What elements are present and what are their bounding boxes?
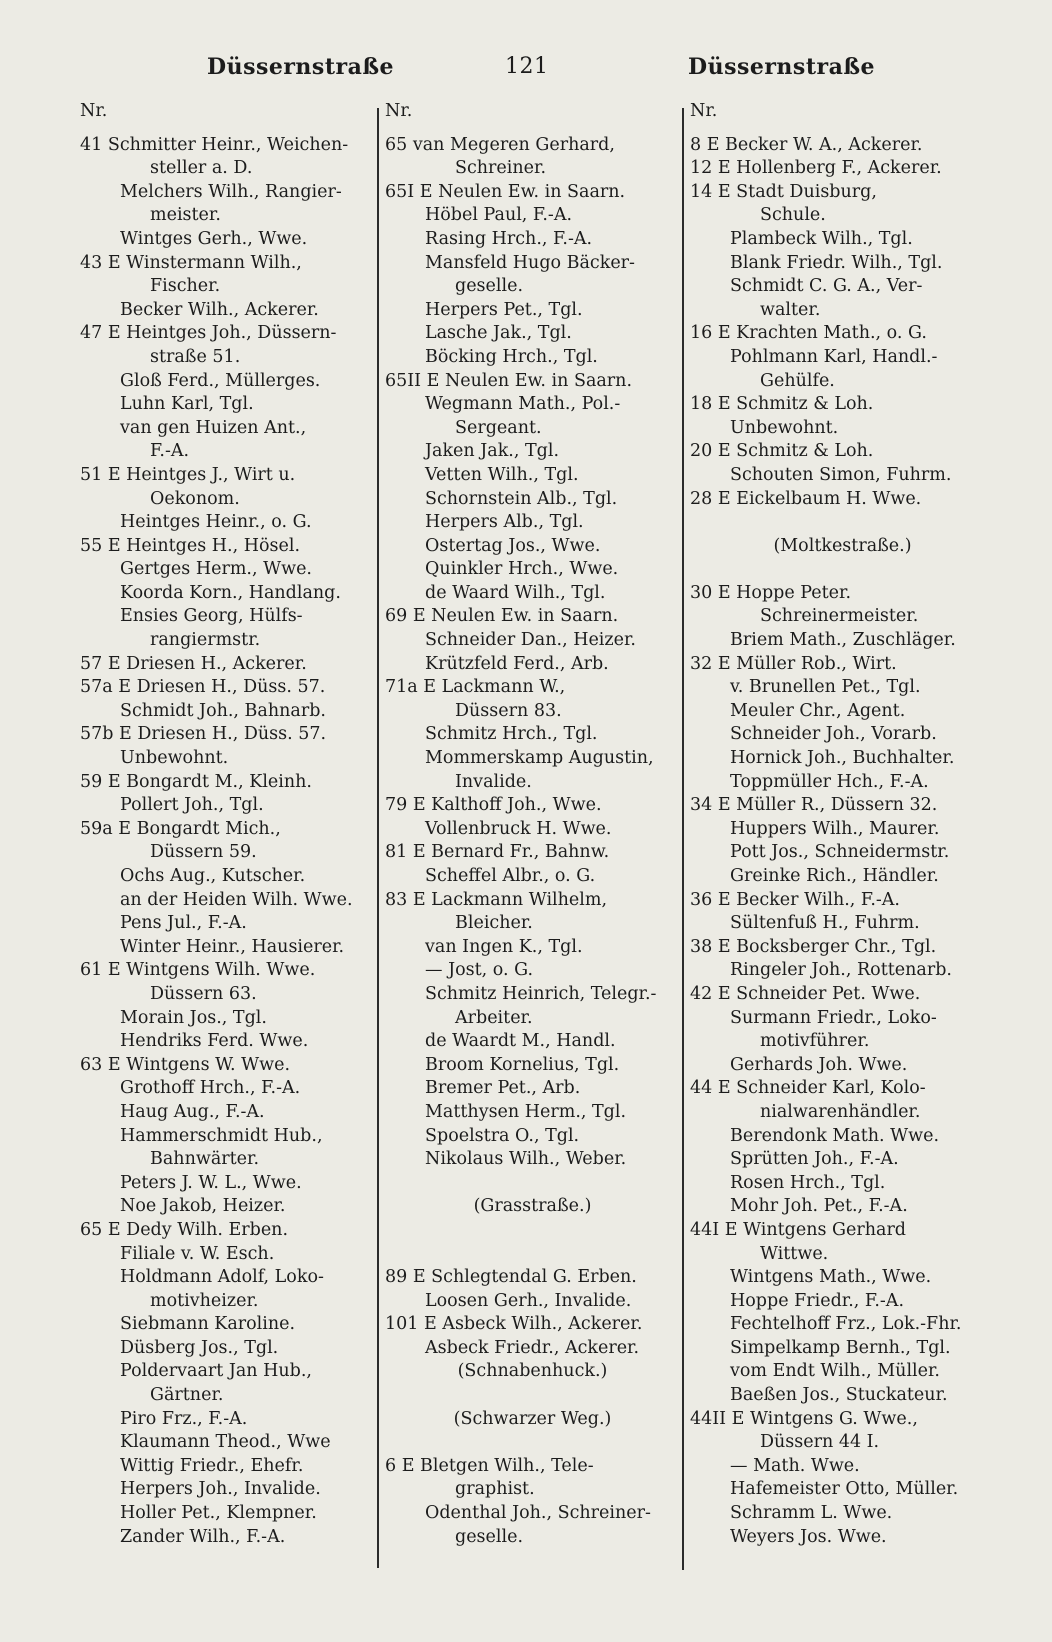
directory-line: rangiermstr.	[150, 630, 261, 651]
directory-line: Schouten Simon, Fuhrm.	[730, 464, 952, 485]
directory-line: Gerhards Joh. Wwe.	[730, 1054, 908, 1075]
directory-line: Hendriks Ferd. Wwe.	[120, 1031, 309, 1052]
directory-line: Baeßen Jos., Stuckateur.	[730, 1385, 948, 1406]
directory-line: Simpelkamp Bernh., Tgl.	[730, 1337, 951, 1358]
directory-line: Scheffel Albr., o. G.	[425, 866, 596, 886]
directory-line: Holler Pet., Klempner.	[120, 1503, 317, 1524]
directory-line: Ostertag Jos., Wwe.	[425, 535, 601, 556]
directory-line: Schmitz Hrch., Tgl.	[425, 724, 598, 745]
directory-line	[385, 1243, 680, 1267]
directory-line: (Schnabenhuck.)	[457, 1361, 608, 1382]
directory-line: 55 E Heintges H., Hösel.	[80, 535, 301, 556]
directory-line: 57 E Driesen H., Ackerer.	[80, 653, 307, 674]
directory-line: 34 E Müller R., Düssern 32.	[690, 795, 938, 816]
directory-line: Becker Wilh., Ackerer.	[120, 299, 319, 320]
directory-line: Zander Wilh., F.-A.	[120, 1526, 286, 1547]
directory-line: Blank Friedr. Wilh., Tgl.	[730, 252, 943, 273]
directory-line: Heintges Heinr., o. G.	[120, 512, 312, 533]
directory-line: Bahnwärter.	[150, 1149, 260, 1170]
directory-line: 69 E Neulen Ew. in Saarn.	[385, 606, 619, 627]
directory-line: Schneider Dan., Heizer.	[425, 630, 636, 651]
directory-line: Luhn Karl, Tgl.	[120, 394, 254, 415]
directory-line: Holdmann Adolf, Loko-	[120, 1267, 324, 1288]
directory-line	[385, 1384, 680, 1408]
directory-line: Schmidt Joh., Bahnarb.	[120, 700, 326, 721]
directory-line: 65II E Neulen Ew. in Saarn.	[385, 370, 633, 391]
directory-line: Grothoff Hrch., F.-A.	[120, 1078, 301, 1099]
directory-line: Sültenfuß H., Fuhrm.	[730, 913, 920, 934]
column-2	[385, 100, 680, 1549]
directory-line: Jaken Jak., Tgl.	[425, 441, 560, 462]
directory-line: Mommerskamp Augustin,	[425, 748, 654, 769]
directory-line: Peters J. W. L., Wwe.	[120, 1172, 302, 1193]
directory-line: Pens Jul., F.-A.	[120, 913, 247, 934]
directory-line: Herpers Pet., Tgl.	[425, 299, 583, 320]
directory-line: Asbeck Friedr., Ackerer.	[425, 1337, 640, 1358]
column-divider	[682, 108, 684, 1570]
directory-line: 20 E Schmitz & Loh.	[690, 441, 874, 462]
directory-line: van gen Huizen Ant.,	[120, 417, 307, 438]
directory-line: Haug Aug., F.-A.	[120, 1101, 265, 1122]
directory-line: 42 E Schneider Pet. Wwe.	[690, 983, 921, 1004]
directory-line: de Waardt M., Handl.	[425, 1031, 616, 1052]
directory-line: Poldervaart Jan Hub.,	[120, 1361, 312, 1382]
directory-line: Greinke Rich., Händler.	[730, 866, 939, 886]
directory-line: F.-A.	[150, 441, 190, 462]
directory-line: Krützfeld Ferd., Arb.	[425, 653, 609, 674]
directory-line: Gärtner.	[150, 1385, 224, 1406]
directory-line: Wegmann Math., Pol.-	[425, 394, 621, 415]
directory-line: Rasing Hrch., F.-A.	[425, 228, 593, 249]
directory-line: 63 E Wintgens W. Wwe.	[80, 1054, 291, 1075]
directory-line: Klaumann Theod., Wwe	[120, 1432, 331, 1453]
directory-line: 30 E Hoppe Peter.	[690, 582, 852, 603]
directory-line: Höbel Paul, F.-A.	[425, 205, 573, 226]
directory-line: Düssern 59.	[150, 842, 257, 863]
directory-line: Schmidt C. G. A., Ver-	[730, 276, 923, 297]
nr-label: Nr.	[80, 101, 108, 121]
directory-line: 14 E Stadt Duisburg,	[690, 181, 877, 202]
directory-line: Meuler Chr., Agent.	[730, 700, 906, 721]
directory-line: Koorda Korn., Handlang.	[120, 582, 341, 603]
directory-line: 44 E Schneider Karl, Kolo-	[690, 1078, 926, 1099]
directory-line: Oekonom.	[150, 488, 240, 509]
directory-line: 89 E Schlegtendal G. Erben.	[385, 1267, 637, 1288]
directory-line	[385, 1431, 680, 1455]
directory-line: v. Brunellen Pet., Tgl.	[730, 677, 921, 698]
directory-line: Schmitz Heinrich, Telegr.-	[425, 983, 657, 1004]
directory-line: Schreinermeister.	[760, 606, 919, 627]
directory-line: 59 E Bongardt M., Kleinh.	[80, 771, 312, 792]
directory-line: 101 E Asbeck Wilh., Ackerer.	[385, 1314, 643, 1335]
page-number: 121	[505, 54, 549, 79]
directory-line: 65 van Megeren Gerhard,	[385, 134, 615, 155]
directory-line: Schreiner.	[455, 158, 547, 179]
directory-line: 43 E Winstermann Wilh.,	[80, 252, 302, 273]
directory-line: Ochs Aug., Kutscher.	[120, 866, 306, 886]
directory-line	[385, 1219, 680, 1243]
column-2-lines	[385, 134, 680, 1550]
directory-line: 28 E Eickelbaum H. Wwe.	[690, 488, 922, 509]
directory-line: Odenthal Joh., Schreiner-	[425, 1503, 651, 1524]
directory-line: Düssern 63.	[150, 983, 257, 1004]
directory-line: straße 51.	[150, 346, 241, 367]
directory-line: de Waard Wilh., Tgl.	[425, 582, 606, 603]
directory-line: Loosen Gerh., Invalide.	[425, 1290, 632, 1311]
directory-line: Lasche Jak., Tgl.	[425, 323, 572, 344]
directory-line: 57a E Driesen H., Düss. 57.	[80, 677, 326, 698]
directory-line: 12 E Hollenberg F., Ackerer.	[690, 158, 942, 179]
directory-line: 41 Schmitter Heinr., Weichen-	[80, 134, 349, 155]
directory-line: Hafemeister Otto, Müller.	[730, 1479, 959, 1500]
running-head-left: Düssernstraße	[207, 54, 395, 80]
directory-line: geselle.	[455, 1526, 524, 1547]
directory-line: Herpers Joh., Invalide.	[120, 1479, 321, 1500]
directory-line: Vetten Wilh., Tgl.	[425, 464, 579, 485]
directory-line: 83 E Lackmann Wilhelm,	[385, 889, 608, 910]
directory-line: 8 E Becker W. A., Ackerer.	[690, 134, 923, 155]
directory-line: — Math. Wwe.	[730, 1455, 860, 1476]
directory-line: 38 E Bocksberger Chr., Tgl.	[690, 936, 937, 957]
directory-line: 65 E Dedy Wilh. Erben.	[80, 1219, 289, 1240]
directory-line: Sergeant.	[455, 417, 542, 438]
directory-line: vom Endt Wilh., Müller.	[730, 1361, 940, 1382]
directory-line: Ringeler Joh., Rottenarb.	[730, 960, 952, 981]
directory-line: Pohlmann Karl, Handl.-	[730, 346, 938, 367]
directory-line: geselle.	[455, 276, 524, 297]
directory-line: 18 E Schmitz & Loh.	[690, 394, 874, 415]
nr-label: Nr.	[385, 101, 413, 121]
directory-line: 79 E Kalthoff Joh., Wwe.	[385, 795, 602, 816]
directory-line: Unbewohnt.	[730, 417, 839, 438]
directory-line: Fischer.	[150, 276, 221, 297]
directory-line: Plambeck Wilh., Tgl.	[730, 228, 913, 249]
directory-line: 16 E Krachten Math., o. G.	[690, 323, 927, 344]
running-head-right: Düssernstraße	[688, 54, 876, 80]
directory-line: Fechtelhoff Frz., Lok.-Fhr.	[730, 1314, 962, 1335]
directory-line: nialwarenhändler.	[760, 1101, 921, 1122]
directory-line: Gehülfe.	[760, 370, 835, 391]
directory-line: an der Heiden Wilh. Wwe.	[120, 889, 353, 910]
directory-line: Huppers Wilh., Maurer.	[730, 818, 940, 839]
directory-line: Böcking Hrch., Tgl.	[425, 346, 598, 367]
directory-line: Filiale v. W. Esch.	[120, 1243, 275, 1264]
directory-line: 61 E Wintgens Wilh. Wwe.	[80, 960, 316, 981]
directory-line: 59a E Bongardt Mich.,	[80, 818, 281, 839]
directory-line: Düsberg Jos., Tgl.	[120, 1337, 279, 1358]
column-3	[690, 100, 995, 1549]
directory-line: 57b E Driesen H., Düss. 57.	[80, 724, 327, 745]
directory-line: Pollert Joh., Tgl.	[120, 795, 264, 816]
directory-line: Hoppe Friedr., F.-A.	[730, 1290, 905, 1311]
directory-line: Morain Jos., Tgl.	[120, 1007, 267, 1028]
directory-line: Herpers Alb., Tgl.	[425, 512, 584, 533]
directory-line: Gloß Ferd., Müllerges.	[120, 370, 321, 391]
directory-line: 47 E Heintges Joh., Düssern-	[80, 323, 337, 344]
directory-line: graphist.	[455, 1479, 535, 1500]
directory-line: Ensies Georg, Hülfs-	[120, 606, 303, 627]
directory-line: Berendonk Math. Wwe.	[730, 1125, 940, 1146]
directory-line: — Jost, o. G.	[425, 960, 534, 981]
directory-line: 44II E Wintgens G. Wwe.,	[690, 1408, 918, 1429]
directory-line: Matthysen Herm., Tgl.	[425, 1101, 627, 1122]
directory-line: Gertges Herm., Wwe.	[120, 559, 312, 580]
directory-line: Düssern 44 I.	[760, 1432, 880, 1453]
directory-line: (Grasstraße.)	[473, 1196, 592, 1217]
directory-line: Pott Jos., Schneidermstr.	[730, 842, 950, 863]
directory-line: Invalide.	[455, 771, 532, 792]
directory-line	[690, 558, 995, 582]
directory-line: 32 E Müller Rob., Wirt.	[690, 653, 897, 674]
directory-line: 71a E Lackmann W.,	[385, 677, 566, 698]
directory-line: Briem Math., Zuschläger.	[730, 630, 956, 651]
column-3-lines	[690, 134, 995, 1550]
directory-line: Schule.	[760, 205, 826, 226]
directory-line: (Moltkestraße.)	[773, 535, 912, 556]
directory-line: 65I E Neulen Ew. in Saarn.	[385, 181, 626, 202]
directory-line: Rosen Hrch., Tgl.	[730, 1172, 886, 1193]
directory-line: Düssern 83.	[455, 700, 562, 721]
directory-line: Vollenbruck H. Wwe.	[425, 818, 612, 839]
directory-line: Schneider Joh., Vorarb.	[730, 724, 937, 745]
directory-line: motivheizer.	[150, 1290, 259, 1311]
directory-line: Wittig Friedr., Ehefr.	[120, 1455, 304, 1476]
directory-line: Surmann Friedr., Loko-	[730, 1007, 937, 1028]
directory-line	[385, 1172, 680, 1196]
directory-line: Broom Kornelius, Tgl.	[425, 1054, 620, 1075]
directory-line: Spoelstra O., Tgl.	[425, 1125, 580, 1146]
directory-line: Schramm L. Wwe.	[730, 1503, 893, 1524]
directory-line: meister.	[150, 205, 221, 226]
directory-line: walter.	[760, 299, 821, 320]
directory-line: van Ingen K., Tgl.	[425, 936, 583, 957]
directory-line: Noe Jakob, Heizer.	[120, 1196, 286, 1217]
directory-line: Arbeiter.	[455, 1007, 533, 1028]
directory-line: 44I E Wintgens Gerhard	[690, 1219, 907, 1240]
directory-line	[690, 511, 995, 535]
directory-line: 81 E Bernard Fr., Bahnw.	[385, 842, 610, 863]
directory-line: Winter Heinr., Hausierer.	[120, 936, 345, 957]
directory-line: 36 E Becker Wilh., F.-A.	[690, 889, 900, 910]
directory-line: Wintges Gerh., Wwe.	[120, 228, 308, 249]
directory-line: steller a. D.	[150, 158, 253, 179]
directory-line: 6 E Bletgen Wilh., Tele-	[385, 1455, 594, 1476]
directory-line: Weyers Jos. Wwe.	[730, 1526, 887, 1547]
directory-line: Mansfeld Hugo Bäcker-	[425, 252, 635, 273]
directory-line: Sprütten Joh., F.-A.	[730, 1149, 899, 1170]
directory-line: Schornstein Alb., Tgl.	[425, 488, 618, 509]
directory-line: Siebmann Karoline.	[120, 1314, 296, 1335]
nr-label: Nr.	[690, 101, 718, 121]
directory-line: 51 E Heintges J., Wirt u.	[80, 464, 296, 485]
directory-line: Bleicher.	[455, 913, 533, 934]
directory-line: Toppmüller Hch., F.-A.	[730, 771, 929, 792]
directory-line: Nikolaus Wilh., Weber.	[425, 1149, 627, 1170]
directory-line: Wittwe.	[760, 1243, 829, 1264]
directory-line: Piro Frz., F.-A.	[120, 1408, 248, 1429]
directory-line: motivführer.	[760, 1031, 870, 1052]
directory-line: Unbewohnt.	[120, 748, 229, 769]
directory-line: Bremer Pet., Arb.	[425, 1078, 581, 1099]
directory-line: Hammerschmidt Hub.,	[120, 1125, 323, 1146]
directory-line: Hornick Joh., Buchhalter.	[730, 748, 955, 769]
directory-line: Wintgens Math., Wwe.	[730, 1267, 932, 1288]
directory-line: Melchers Wilh., Rangier-	[120, 181, 342, 202]
column-1-lines	[80, 134, 380, 1550]
directory-line: Mohr Joh. Pet., F.-A.	[730, 1196, 908, 1217]
directory-line: Quinkler Hrch., Wwe.	[425, 559, 619, 580]
directory-line: (Schwarzer Weg.)	[453, 1408, 612, 1429]
column-1	[80, 100, 380, 1549]
